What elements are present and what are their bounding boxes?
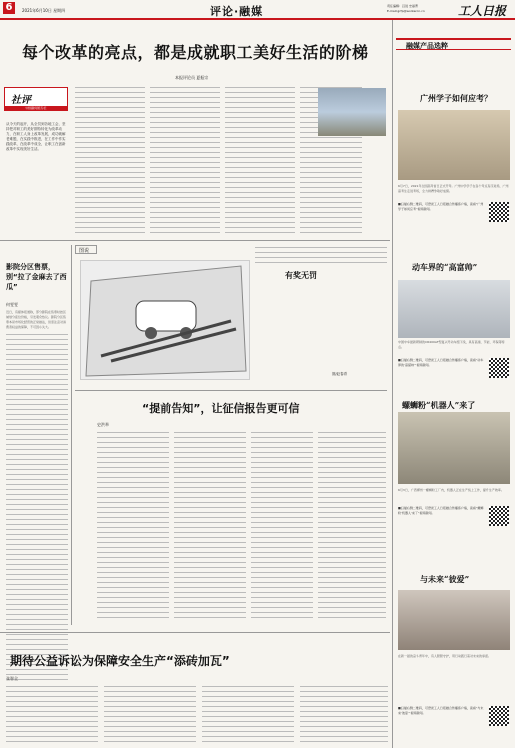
cartoon-credit: 图/赵春青 [332, 372, 348, 376]
lead-headline: 每个改革的亮点，都是成就职工美好生活的阶梯 [22, 43, 369, 62]
lead-body-col-2 [150, 85, 220, 235]
sidebar-photo-3 [398, 412, 510, 484]
cartoon-title: 有奖无罚 [285, 271, 317, 280]
column-badge-label: 社评 [11, 95, 31, 106]
bottom-body-col-3 [202, 684, 294, 744]
sidebar-scan-3: ■扫描右侧二维码，可登录工人日报融合传播客户端，查看“螺蛳粉‘机器人’来了”视频新闻。 [398, 506, 484, 515]
column-badge [4, 87, 68, 111]
cartoon-label: 图说 [79, 248, 90, 254]
cartoon-image [80, 260, 250, 380]
opinion-title: 影院分区售票，别“拉了金麻去了西瓜” [6, 263, 67, 291]
cartoon-label-box [75, 245, 97, 254]
sidebar-item-title-3: 螺蛳粉“机器人”来了 [402, 400, 476, 410]
sidebar-caption-1: 6月7日，2021年全国高考首日正式开考。广州中学学子在各个考点有序进场，广州高考生走进考场，全力拼搏争取好成绩。 [398, 184, 509, 193]
qr-code-3[interactable] [489, 506, 509, 526]
issue-date: 2021年6月10日 星期四 [22, 8, 66, 13]
sidebar-item-title-2: 动车界的“高富帅” [412, 262, 478, 272]
qr-code-4[interactable] [489, 706, 509, 726]
qr-code-2[interactable] [489, 358, 509, 378]
sidebar-item-title-4: 与未来“彼爱” [420, 574, 470, 584]
cartoon-rule [75, 390, 387, 391]
opinion-body: 近日，有媒体报道称，部分影院在售票时按区域划分座位价格，引发观众热议。影院分区售票本是市场化经营的正常做法，但需注意对消费者权益的保障，不可因小失大。 [6, 310, 67, 329]
bottom-author: 张智全 [6, 676, 18, 681]
sidebar-header-label: 融媒产品选粹 [406, 42, 448, 50]
mid-body-col-1 [97, 430, 169, 620]
cartoon-side-text [255, 245, 387, 265]
qr-code-1[interactable] [489, 202, 509, 222]
section-title: 评论·融媒 [210, 5, 264, 18]
newspaper-logo: 工人日报 [458, 4, 507, 18]
sidebar-photo-2 [398, 280, 510, 338]
editor-email: E-mail:grfp@workercn.cn [387, 9, 425, 13]
sidebar-photo-4 [398, 590, 510, 650]
mid-body-col-2 [174, 430, 246, 620]
mid-body-col-4 [318, 430, 386, 620]
opinion-author: 何雯雯 [6, 302, 18, 307]
lead-photo [318, 88, 386, 136]
bottom-body-col-2 [104, 684, 196, 744]
bottom-rule [0, 632, 390, 633]
lead-body-col-3 [225, 85, 295, 235]
lead-rule [0, 240, 390, 241]
bottom-body-col-4 [300, 684, 388, 744]
sidebar-caption-2: 中国中车最新研制的CR400AF型复兴号动车组下线，具有高速、节能、环保等特点。 [398, 340, 505, 349]
bottom-headline: 期待公益诉讼为保障安全生产“添砖加瓦” [10, 654, 230, 668]
sidebar-scan-1: ■扫描右侧二维码，可登录工人日报融合传播客户端，查看“广州学子如何应考”视频新闻。 [398, 202, 484, 211]
mid-author: 史洪举 [97, 422, 109, 427]
cartoon-drawing [81, 261, 251, 381]
sidebar-item-title-1: 广州学子如何应考？ [420, 93, 492, 103]
sidebar-photo-1 [398, 110, 510, 180]
sidebar-scan-4: ■扫描右侧二维码，可登录工人日报融合传播客户端，查看“与未来‘彼爱’”视频新闻。 [398, 706, 484, 715]
lead-byline: 本报评论员 夏振宗 [175, 75, 209, 80]
editor-line: 责任编辑：吕进 史丽菁 [387, 4, 418, 8]
summary-text: 从今天的起开，从全员到各地工会，坚持把对职工的美好期待转化为改革动力，在职工人身上改革发展，成功破解老难题，在实践中推进，在工作中作实践改革，在改革中成全，让职工在创新改革中实现美好生活。 [6, 122, 66, 151]
mid-headline: “提前告知”，让征信报告更可信 [142, 402, 300, 415]
page-number: 6 [3, 2, 15, 14]
masthead-rule [0, 18, 515, 20]
mid-body-col-3 [251, 430, 313, 620]
column-badge-sub: 中国新闻奖专栏 [5, 106, 67, 110]
sidebar-divider [392, 20, 393, 748]
column-divider-left [71, 245, 72, 625]
sidebar-scan-2: ■扫描右侧二维码，可登录工人日报融合传播客户端，查看“动车界的‘高富帅’”视频新闻。 [398, 358, 484, 367]
lead-body-col-1 [75, 85, 145, 235]
sidebar-caption-4: 在新一届的奋斗青年中，有人默默守护，用行动践行着对未来的承诺。 [398, 654, 492, 658]
bottom-body-col-1 [6, 684, 98, 744]
sidebar-caption-3: 6月3日，广西柳州一螺蛳粉工厂内，机器人正在生产线上工作，提升生产效率。 [398, 488, 504, 492]
opinion-body-lines [6, 332, 68, 732]
sidebar-header [396, 38, 511, 50]
